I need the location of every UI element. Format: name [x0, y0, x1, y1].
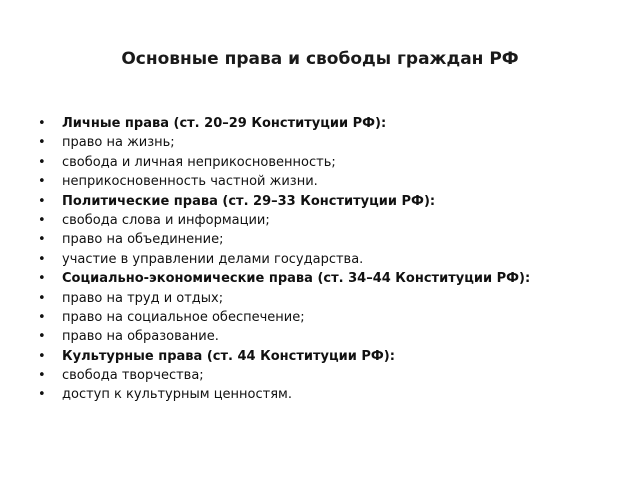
bullet-icon: • — [38, 271, 46, 287]
list-item-text: свобода слова и информации; — [62, 212, 270, 228]
list-item — [32, 289, 622, 308]
bullet-icon: • — [38, 348, 46, 364]
section-heading — [32, 114, 622, 133]
list-item — [32, 153, 622, 172]
list-item — [32, 327, 622, 346]
section-heading — [32, 269, 622, 288]
bullet-icon: • — [38, 309, 46, 325]
section-heading — [32, 347, 622, 366]
list-item-text: право на жизнь; — [62, 135, 175, 151]
bullet-icon: • — [38, 387, 46, 403]
list-item-text: право на социальное обеспечение; — [62, 309, 305, 325]
list-item-text: право на объединение; — [62, 232, 224, 248]
list-item — [32, 308, 622, 327]
bullet-icon: • — [38, 135, 46, 151]
list-item — [32, 211, 622, 230]
list-item-text: свобода и личная неприкосновенность; — [62, 154, 336, 170]
slide-title: Основные права и свободы граждан РФ — [121, 49, 519, 69]
section-heading-text: Политические права (ст. 29–33 Конституции РФ): — [62, 193, 436, 209]
list-item — [32, 250, 622, 269]
list-item-text: неприкосновенность частной жизни. — [62, 174, 318, 190]
list-item-text: право на труд и отдых; — [62, 290, 224, 306]
bullet-icon: • — [38, 174, 46, 190]
list-item-text: участие в управлении делами государства. — [62, 251, 364, 267]
bullet-icon: • — [38, 251, 46, 267]
bullet-icon: • — [38, 290, 46, 306]
bullet-icon: • — [38, 212, 46, 228]
list-item-text: свобода творчества; — [62, 368, 204, 384]
section-heading-text: Культурные права (ст. 44 Конституции РФ): — [62, 348, 395, 364]
bullet-icon: • — [38, 368, 46, 384]
bullet-icon: • — [38, 232, 46, 248]
list-item — [32, 172, 622, 191]
bullet-icon: • — [38, 154, 46, 170]
list-item — [32, 230, 622, 249]
rights-list — [32, 114, 622, 405]
bullet-icon: • — [38, 116, 46, 131]
bullet-icon: • — [38, 193, 46, 209]
list-item — [32, 385, 622, 404]
section-heading-text: Социально-экономические права (ст. 34–44 Конституции РФ): — [62, 271, 531, 287]
list-item — [32, 366, 622, 385]
section-heading-text: Личные права (ст. 20–29 Конституции РФ): — [62, 116, 387, 131]
bullet-icon: • — [38, 329, 46, 345]
list-item-text: право на образование. — [62, 329, 219, 345]
section-heading — [32, 192, 622, 211]
list-item — [32, 133, 622, 152]
list-item-text: доступ к культурным ценностям. — [62, 387, 292, 403]
